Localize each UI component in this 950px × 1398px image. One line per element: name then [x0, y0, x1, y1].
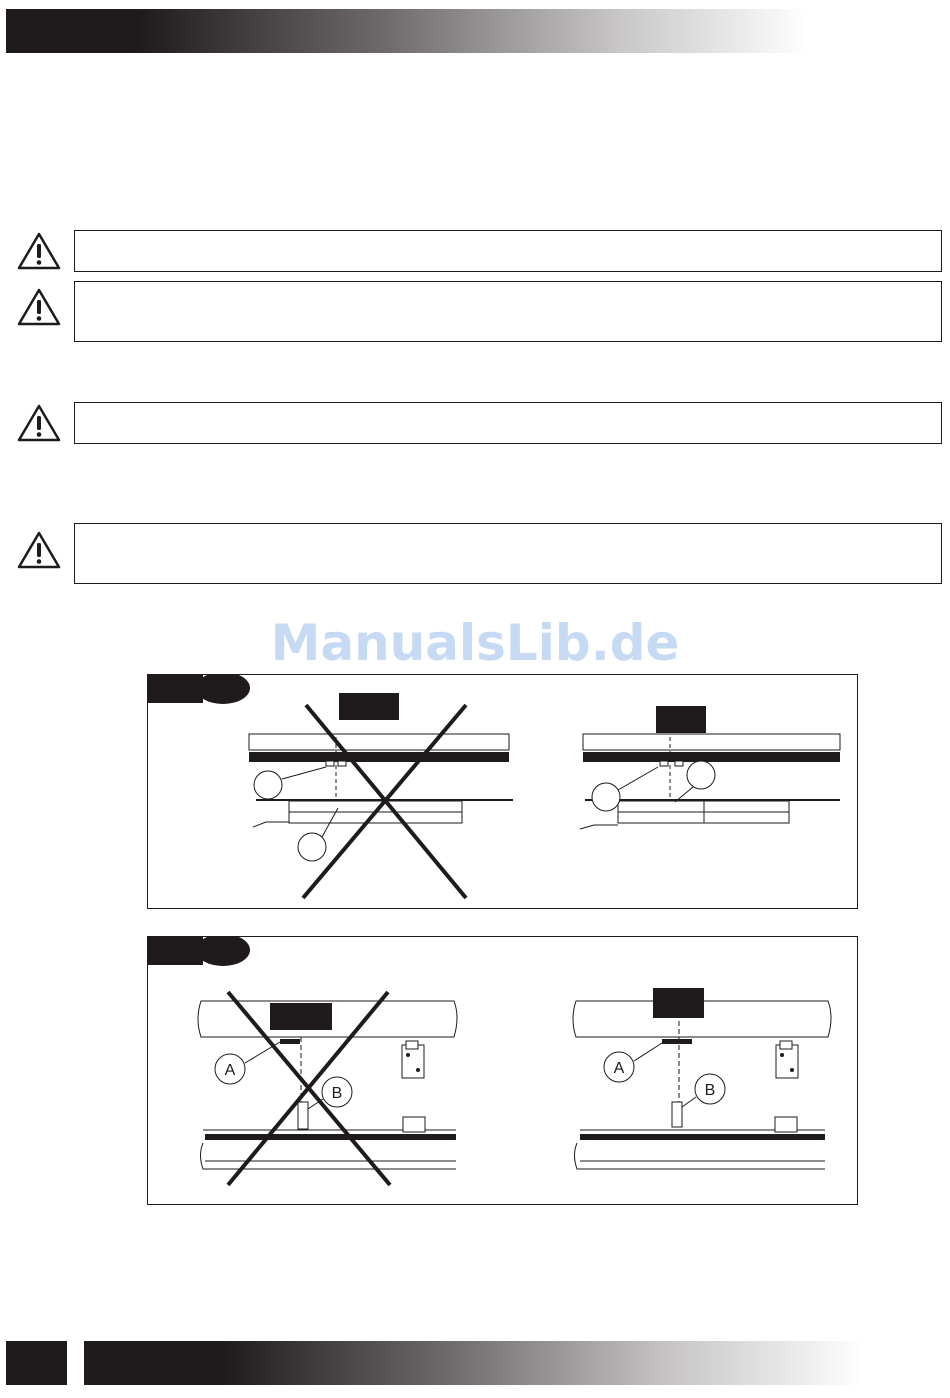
label-tag — [270, 1003, 332, 1030]
figure-2-drawing — [148, 937, 859, 1206]
callout-circle — [592, 783, 620, 811]
label-tag — [653, 988, 704, 1018]
callout-A — [215, 1054, 245, 1084]
svg-text:A: A — [224, 1062, 236, 1079]
svg-text:B: B — [704, 1082, 716, 1099]
warning-box-1 — [74, 230, 942, 272]
svg-text:A: A — [613, 1060, 625, 1077]
warning-box-3 — [74, 402, 942, 444]
callout-B — [322, 1077, 352, 1107]
callout-circle — [687, 761, 715, 789]
callout-circle — [298, 833, 326, 861]
figure-1-panel — [147, 674, 858, 909]
warning-icon — [17, 530, 61, 570]
callout-B — [695, 1074, 725, 1104]
warning-icon — [17, 231, 61, 271]
label-tag — [656, 706, 706, 733]
figure-2-panel — [147, 936, 858, 1205]
label-tag — [339, 693, 399, 720]
callout-A — [604, 1052, 634, 1082]
header-bar — [6, 9, 950, 53]
figure-1-drawing — [148, 675, 859, 910]
svg-text:B: B — [331, 1085, 343, 1102]
warning-icon — [17, 287, 61, 327]
watermark: ManualsLib.de — [270, 614, 680, 672]
warning-icon — [17, 403, 61, 443]
warning-box-2 — [74, 281, 942, 342]
page-number-block — [6, 1341, 67, 1385]
footer-bar — [84, 1341, 950, 1385]
callout-circle — [254, 771, 282, 799]
warning-box-4 — [74, 523, 942, 584]
